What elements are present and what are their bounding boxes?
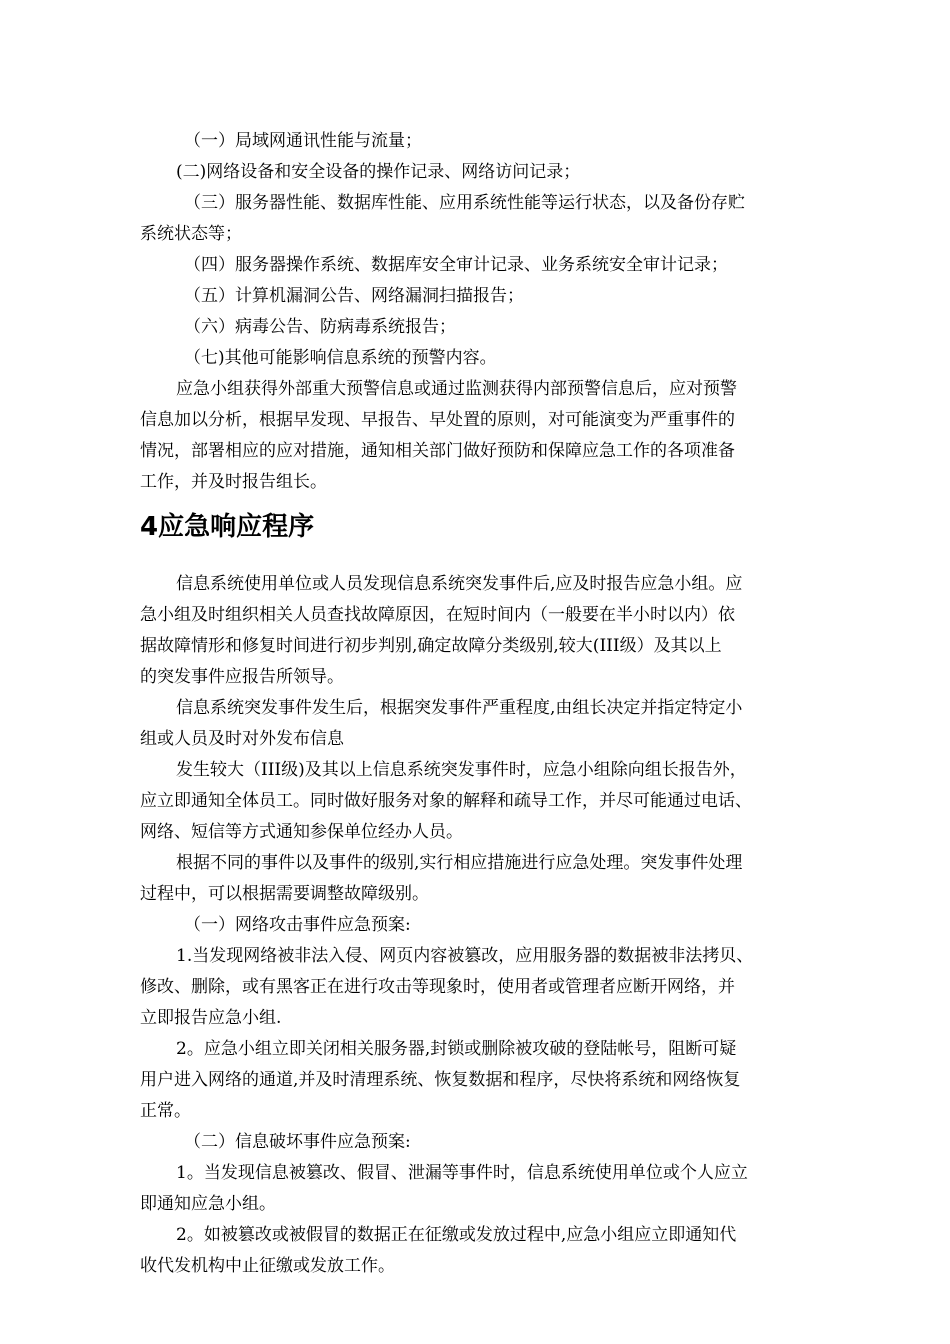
text-line: 过程中，可以根据需要调整故障级别。 [140,884,429,904]
text-line: 立即报告应急小组. [140,1008,282,1028]
text-line: 1。当发现信息被篡改、假冒、泄漏等事件时，信息系统使用单位或个人应立 [176,1163,748,1183]
text-line: 应急小组获得外部重大预警信息或通过监测获得内部预警信息后，应对预警 [176,379,737,399]
text-line: 修改、删除，或有黑客正在进行攻击等现象时，使用者或管理者应断开网络，并 [140,977,735,997]
text-line: 系统状态等； [140,224,242,244]
text-line: （一）局域网通讯性能与流量； [184,131,422,151]
text-line: （六）病毒公告、防病毒系统报告； [184,317,456,337]
text-line: 收代发机构中止征缴或发放工作。 [140,1256,395,1276]
text-line: （三）服务器性能、数据库性能、应用系统性能等运行状态，以及备份存贮 [184,193,745,213]
text-line: 即通知应急小组。 [140,1194,276,1214]
text-line: 2。如被篡改或被假冒的数据正在征缴或发放过程中,应急小组应立即通知代 [176,1225,737,1245]
text-line: 正常。 [140,1101,191,1121]
text-line: 用户进入网络的通道,并及时清理系统、恢复数据和程序，尽快将系统和网络恢复 [140,1070,741,1090]
text-line: (二)网络设备和安全设备的操作记录、网络访问记录； [176,162,581,182]
text-line: 的突发事件应报告所领导。 [140,667,344,687]
text-line: 急小组及时组织相关人员查找故障原因，在短时间内（一般要在半小时以内）依 [140,605,735,625]
text-line: （五）计算机漏洞公告、网络漏洞扫描报告； [184,286,524,306]
text-line: 信息系统突发事件发生后，根据突发事件严重程度,由组长决定并指定特定小 [176,698,743,718]
text-line: （二）信息破坏事件应急预案: [184,1132,411,1152]
text-line: 信息加以分析，根据早发现、早报告、早处置的原则，对可能演变为严重事件的 [140,410,735,430]
text-line: 组或人员及时对外发布信息 [140,729,344,749]
text-line: 据故障情形和修复时间进行初步判别,确定故障分类级别,较大(III级）及其以上 [140,636,722,656]
text-line: 网络、短信等方式通知参保单位经办人员。 [140,822,463,842]
paragraph-block-warning-content [140,126,820,498]
text-line: 信息系统使用单位或人员发现信息系统突发事件后,应及时报告应急小组。应 [176,574,743,594]
paragraph-block-response-procedure [140,569,820,1282]
document-page [140,126,820,1282]
text-line: 发生较大（III级)及其以上信息系统突发事件时，应急小组除向组长报告外， [176,760,747,780]
text-line: 工作，并及时报告组长。 [140,472,327,492]
section-heading: 4应急响应程序 [140,512,315,542]
text-line: （七)其他可能影响信息系统的预警内容。 [184,348,497,368]
text-line: 应立即通知全体员工。同时做好服务对象的解释和疏导工作，并尽可能通过电话、 [140,791,752,811]
text-line: 情况，部署相应的应对措施，通知相关部门做好预防和保障应急工作的各项准备 [140,441,735,461]
text-line: 2。应急小组立即关闭相关服务器,封锁或删除被攻破的登陆帐号，阻断可疑 [176,1039,737,1059]
text-line: 1.当发现网络被非法入侵、网页内容被篡改，应用服务器的数据被非法拷贝、 [176,946,754,966]
text-line: 根据不同的事件以及事件的级别,实行相应措施进行应急处理。突发事件处理 [176,853,743,873]
text-line: （四）服务器操作系统、数据库安全审计记录、业务系统安全审计记录； [184,255,728,275]
text-line: （一）网络攻击事件应急预案: [184,915,411,935]
